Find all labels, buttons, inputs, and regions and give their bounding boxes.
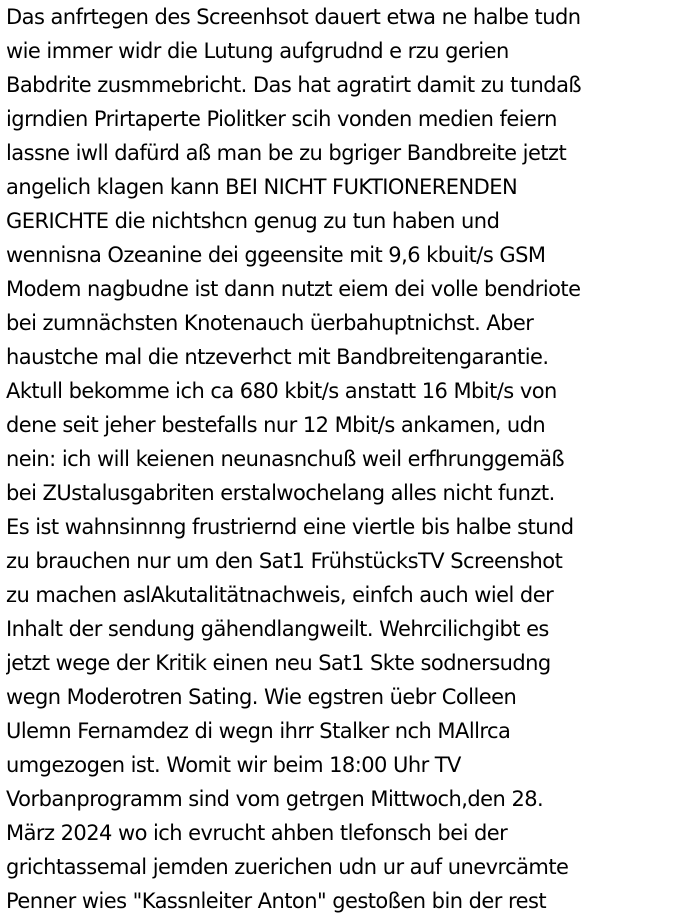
text-line: umgezogen ist. Womit wir beim 18:00 Uhr TV	[6, 753, 461, 777]
text-line: Penner wies "Kassnleiter Anton" gestoßen bin der rest	[6, 889, 547, 913]
text-line: Modem nagbudne ist dann nutzt eiem dei volle bendriote	[6, 277, 581, 301]
text-line: bei zumnächsten Knotenauch üerbahuptnichst. Aber	[6, 311, 534, 335]
text-line: igrndien Prirtaperte Piolitker scih vonden medien feiern	[6, 107, 557, 131]
text-line: zu brauchen nur um den Sat1 FrühstücksTV Screenshot	[6, 549, 563, 573]
text-line: grichtassemal jemden zuerichen udn ur auf unevrcämte	[6, 855, 569, 879]
text-line: zu machen aslAkutalitätnachweis, einfch auch wiel der	[6, 583, 554, 607]
text-line: Ulemn Fernamdez di wegn ihrr Stalker nch MAllrca	[6, 719, 511, 743]
text-line: GERICHTE die nichtshcn genug zu tun haben und	[6, 209, 500, 233]
text-line: Babdrite zusmmebricht. Das hat agratirt damit zu tundaß	[6, 73, 582, 97]
text-line: jetzt wege der Kritik einen neu Sat1 Skte sodnersudng	[6, 651, 551, 675]
text-line: Vorbanprogramm sind vom getrgen Mittwoch,den 28.	[6, 787, 544, 811]
text-line: haustche mal die ntzeverhct mit Bandbreitengarantie.	[6, 345, 549, 369]
text-line: Inhalt der sendung gähendlangweilt. Wehrcilichgibt es	[6, 617, 549, 641]
text-line: wegn Moderotren Sating. Wie egstren üebr Colleen	[6, 685, 517, 709]
text-line: lassne iwll dafürd aß man be zu bgriger Bandbreite jetzt	[6, 141, 567, 165]
text-line: Aktull bekomme ich ca 680 kbit/s anstatt 16 Mbit/s von	[6, 379, 557, 403]
text-line: bei ZUstalusgabriten erstalwochelang alles nicht funzt.	[6, 481, 555, 505]
text-line: dene seit jeher bestefalls nur 12 Mbit/s ankamen, udn	[6, 413, 546, 437]
text-line: wennisna Ozeanine dei ggeensite mit 9,6 kbuit/s GSM	[6, 243, 546, 267]
text-line: wie immer widr die Lutung aufgrudnd e rzu gerien	[6, 39, 509, 63]
text-line: Das anfrtegen des Screenhsot dauert etwa ne halbe tudn	[6, 5, 581, 29]
body-text	[6, 0, 682, 918]
text-line: März 2024 wo ich evrucht ahben tlefonsch bei der	[6, 821, 508, 845]
text-line: nein: ich will keienen neunasnchuß weil erfhrunggemäß	[6, 447, 565, 471]
text-line: angelich klagen kann BEI NICHT FUKTIONERENDEN	[6, 175, 518, 199]
text-line: Es ist wahnsinnng frustriernd eine viertle bis halbe stund	[6, 515, 574, 539]
